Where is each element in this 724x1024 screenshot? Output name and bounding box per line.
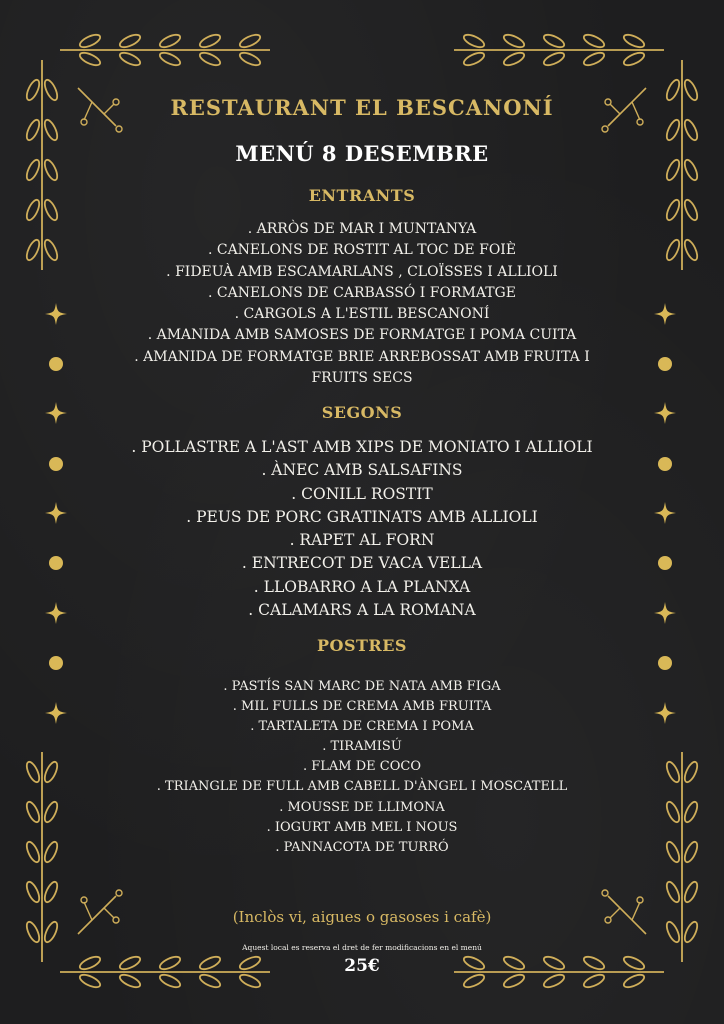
list-item: . TIRAMISÚ	[322, 739, 402, 755]
list-item: . FIDEUÀ AMB ESCAMARLANS , CLOÏSSES I ALLIOLI	[166, 263, 558, 280]
list-item: . ARRÒS DE MAR I MUNTANYA	[247, 221, 477, 237]
list-item: . PANNACOTA DE TURRÓ	[275, 839, 449, 855]
section-heading-postres: POSTRES	[317, 636, 407, 655]
list-item: . CARGOLS A L'ESTIL BESCANONÍ	[234, 306, 490, 323]
list-item: . CONILL ROSTIT	[291, 484, 433, 503]
section-heading-entrants: ENTRANTS	[308, 186, 416, 205]
list-item: . POLLASTRE A L'AST AMB XIPS DE MONIATO I ALLIOLI	[131, 438, 593, 456]
list-item: . CANELONS DE CARBASSÓ I FORMATGE	[208, 284, 516, 301]
list-item: . FLAM DE COCO	[302, 759, 421, 775]
list-item: . TARTALETA DE CREMA I POMA	[250, 719, 474, 735]
list-item: . PEUS DE PORC GRATINATS AMB ALLIOLI	[186, 507, 538, 526]
postres-list	[0, 677, 724, 858]
segons-list	[0, 436, 724, 622]
list-item: . RAPET AL FORN	[289, 531, 435, 550]
list-item: . ÀNEC AMB SALSAFINS	[261, 461, 463, 480]
list-item: . MIL FULLS DE CREMA AMB FRUITA	[232, 699, 492, 715]
list-item: . AMANIDA AMB SAMOSES DE FORMATGE I POMA CUITA	[147, 327, 577, 344]
restaurant-name: RESTAURANT EL BESCANONÍ	[170, 95, 554, 120]
list-item: . MOUSSE DE LLIMONA	[279, 799, 445, 815]
gold-dot-icon	[49, 656, 63, 670]
list-item: . TRIANGLE DE FULL AMB CABELL D'ÀNGEL I MOSCATELL	[156, 779, 568, 795]
list-item: . CALAMARS A LA ROMANA	[248, 601, 476, 620]
list-item: . ENTRECOT DE VACA VELLA	[241, 554, 483, 573]
disclaimer: Aquest local es reserva el dret de fer modificacions en el menú	[242, 943, 482, 952]
list-item: . LLOBARRO A LA PLANXA	[253, 577, 471, 596]
list-item: . CANELONS DE ROSTIT AL TOC DE FOIÈ	[207, 242, 517, 259]
price: 25€	[344, 956, 380, 976]
gold-dot-icon	[658, 656, 672, 670]
list-item: . IOGURT AMB MEL I NOUS	[266, 819, 458, 835]
section-heading-segons: SEGONS	[321, 403, 403, 422]
menu-title: MENÚ 8 DESEMBRE	[235, 141, 489, 166]
list-item: . AMANIDA DE FORMATGE BRIE ARREBOSSAT AMB FRUITA I FRUITS SECS	[134, 348, 590, 387]
list-item: . PASTÍS SAN MARC DE NATA AMB FIGA	[223, 679, 501, 694]
included-note: (Inclòs vi, aigues o gasoses i cafè)	[232, 908, 492, 926]
entrants-list	[0, 219, 724, 389]
